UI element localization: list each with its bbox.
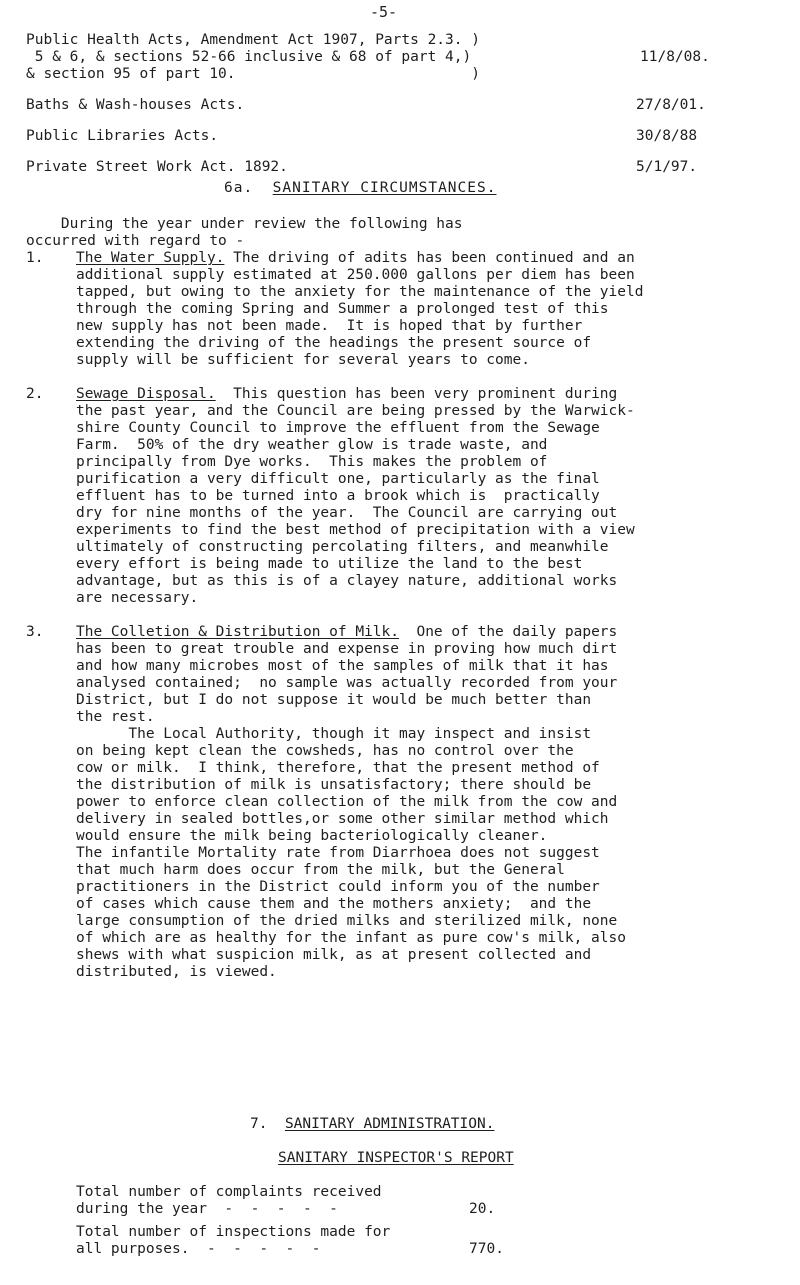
table-row: Total number of inspections made for all purposes. - - - - - 770. (76, 1224, 504, 1257)
item-heading: Sewage Disposal. (76, 386, 216, 402)
section-6a-heading (224, 180, 496, 197)
item-number: 2. (26, 386, 44, 402)
item-number: 1. (26, 250, 44, 266)
section-number: 7. (250, 1116, 268, 1132)
page-number: -5- (370, 3, 398, 21)
act-line: Public Health Acts, Amendment Act 1907, Parts 2.3. ) (26, 32, 480, 48)
acts-list (26, 32, 746, 190)
milk-paragraph: The Colletion & Distribution of Milk. One of the daily papers has been to great trouble and expense in proving how much dirt and how many microbes most of the samples of milk that it has analysed contained; no sample was actually recorded from your District, but I do not suppose it would be much better than the rest. The Local Authority, though it may inspect and insist on being kept clean the cowsheds, has no control over the cow or milk. I think, therefore, that the present method of the distribution of milk is unsatisfactory; there should be power to enforce clean collection of the milk from the cow and delivery in sealed bottles,or some other similar method which would ensure the milk being bacteriologically cleaner. The infantile Mortality rate from Diarrhoea does not suggest that much harm does occur from the milk, but the General practitioners in the District could inform you of the number of cases which cause them and the mothers anxiety; and the large consumption of the dried milks and sterilized milk, none of which are as healthy for the infant as pure cow's milk, also shews with what suspicion milk, as at present collected and distributed, is viewed. (76, 624, 626, 980)
table-row: Total number of complaints received during the year - - - - - 20. (76, 1184, 496, 1217)
act-entry (26, 32, 746, 83)
report-subtitle: SANITARY INSPECTOR'S REPORT (278, 1150, 514, 1166)
table-value: 770. (469, 1241, 504, 1257)
section-title: SANITARY CIRCUMSTANCES. (272, 180, 497, 196)
act-name: Baths & Wash-houses Acts. (26, 97, 245, 113)
act-entry (26, 128, 746, 145)
section-7-heading (250, 1116, 494, 1133)
item-number: 3. (26, 624, 44, 640)
section-number: 6a. (224, 180, 254, 196)
act-entry (26, 159, 746, 176)
act-date: 11/8/08. (640, 49, 710, 65)
section-title: SANITARY ADMINISTRATION. (284, 1116, 495, 1132)
act-name: Public Libraries Acts. (26, 128, 219, 144)
item-heading: The Colletion & Distribution of Milk. (76, 624, 400, 640)
act-entry (26, 97, 746, 114)
water-supply-paragraph: The Water Supply. The driving of adits has been continued and an additional supply estimated at 250.000 gallons per diem has been tapped, but owing to the anxiety for the maintenance of the yield through the coming Spring and Summer a prolonged test of this new supply has not been made. It is hoped that by further extending the driving of the headings the present source of supply will be sufficient for several years to come. (76, 250, 644, 368)
item-heading: The Water Supply. (76, 250, 225, 266)
act-date: 5/1/97. (636, 159, 698, 175)
act-name: Private Street Work Act. 1892. (26, 159, 288, 175)
inspector-report-table (76, 1184, 504, 1258)
table-value: 20. (469, 1201, 496, 1217)
act-date: 30/8/88 (636, 128, 698, 144)
act-line: & section 95 of part 10. ) (26, 66, 480, 82)
intro-paragraph: During the year under review the following has occurred with regard to - (26, 216, 463, 249)
act-date: 27/8/01. (636, 97, 706, 113)
act-line: 5 & 6, & sections 52-66 inclusive & 68 of part 4,) (26, 49, 472, 65)
sewage-disposal-paragraph: Sewage Disposal. This question has been very prominent during the past year, and the Council are being pressed by the Warwick- shire County Council to improve the effluent from the Sewage Farm. 50% of the dry weather glow is trade waste, and principally from Dye works. This makes the problem of purification a very difficult one, particularly as the final effluent has to be turned into a brook which is practically dry for nine months of the year. The Council are carrying out experiments to find the best method of precipitation with a view ultimately of constructing percolating filters, and meanwhile every effort is being made to utilize the land to the best advantage, but as this is of a clayey nature, additional works are necessary. (76, 386, 635, 606)
